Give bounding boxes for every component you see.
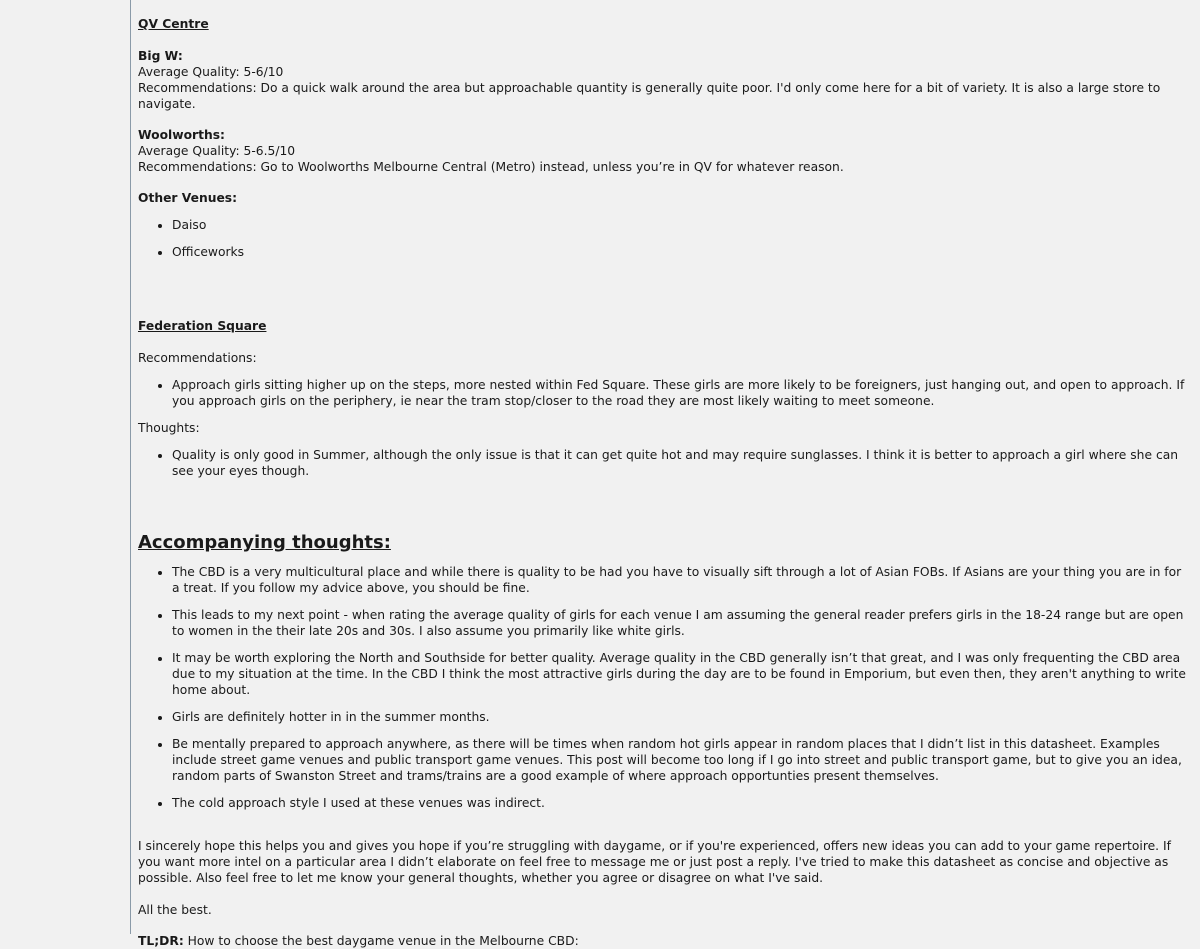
fed-recommendations-list bbox=[138, 377, 1188, 409]
venue-recommendations-woolworths: Recommendations: Go to Woolworths Melbourne Central (Metro) instead, unless you’re in QV for whatever reason. bbox=[138, 160, 844, 174]
fed-thoughts-label: Thoughts: bbox=[138, 421, 200, 435]
list-item: • Approach girls sitting higher up on the steps, more nested within Fed Square. These girls are more likely to be foreigners, just hanging out, and open to approach. If you approach girls on the periphery, ie near the tram stop/closer to the road they are most likely waiting to meet someone. bbox=[172, 377, 1188, 409]
post-divider bbox=[130, 0, 131, 934]
venue-quality-big-w: Average Quality: 5-6/10 bbox=[138, 65, 284, 79]
venue-name-big-w: Big W: bbox=[138, 49, 183, 63]
fed-recommendations-label: Recommendations: bbox=[138, 351, 257, 365]
list-item: • Quality is only good in Summer, although the only issue is that it can get quite hot and may require sunglasses. I think it is better to approach a girl where she can see your eyes though. bbox=[172, 447, 1188, 479]
list-item: • The cold approach style I used at these venues was indirect. bbox=[172, 795, 1188, 811]
venue-quality-woolworths: Average Quality: 5-6.5/10 bbox=[138, 144, 296, 158]
section-heading-qv-centre: QV Centre bbox=[138, 17, 209, 31]
list-item: • This leads to my next point - when rating the average quality of girls for each venue I am assuming the general reader prefers girls in the 18-24 range but are open to women in the their late 20s and 30s. I also assume you primarily like white girls. bbox=[172, 607, 1188, 639]
list-item: • Daiso bbox=[172, 217, 1188, 233]
list-item: • It may be worth exploring the North and Southside for better quality. Average quality in the CBD generally isn’t that great, and I was only frequenting the CBD area due to my situation at the time. In the CBD I think the most attractive girls during the day are to be found in Emporium, but even then, they aren't anything to write home about. bbox=[172, 650, 1188, 698]
tldr-line bbox=[138, 933, 1188, 949]
venue-recommendations-big-w: Recommendations: Do a quick walk around the area but approachable quantity is generally quite poor. I'd only come here for a bit of variety. It is also a large store to navigate. bbox=[138, 81, 1161, 111]
left-gutter bbox=[0, 0, 130, 934]
tldr-text: How to choose the best daygame venue in the Melbourne CBD: bbox=[183, 934, 579, 948]
closing-signoff: All the best. bbox=[138, 903, 212, 917]
post-body bbox=[138, 16, 1188, 949]
list-item: • Officeworks bbox=[172, 244, 1188, 260]
list-item: • The CBD is a very multicultural place and while there is quality to be had you have to visually sift through a lot of Asian FOBs. If Asians are your thing you are in for a treat. If you follow my advice above, you should be fine. bbox=[172, 564, 1188, 596]
section-heading-federation-square: Federation Square bbox=[138, 319, 267, 333]
fed-thoughts-list bbox=[138, 447, 1188, 479]
venue-name-other: Other Venues: bbox=[138, 191, 238, 205]
closing-paragraph: I sincerely hope this helps you and gives you hope if you’re struggling with daygame, or if you're experienced, offers new ideas you can add to your game repertoire. If you want more intel on a particular area I didn’t elaborate on feel free to message me or just post a reply. I've tried to make this datasheet as concise and objective as possible. Also feel free to let me know your general thoughts, whether you agree or disagree on what I've said. bbox=[138, 839, 1171, 885]
tldr-label: TL;DR: bbox=[138, 934, 184, 948]
other-venues-list bbox=[138, 217, 1188, 260]
accompanying-thoughts-list bbox=[138, 564, 1188, 811]
list-item: • Be mentally prepared to approach anywhere, as there will be times when random hot girls appear in random places that I didn’t list in this datasheet. Examples include street game venues and public transport game venues. This post will become too long if I go into street and public transport game, but to give you an idea, random parts of Swanston Street and trams/trains are a good example of where approach opportunties present themselves. bbox=[172, 736, 1188, 784]
venue-name-woolworths: Woolworths: bbox=[138, 128, 225, 142]
list-item: • Girls are definitely hotter in in the summer months. bbox=[172, 709, 1188, 725]
section-heading-accompanying-thoughts: Accompanying thoughts: bbox=[138, 532, 391, 553]
